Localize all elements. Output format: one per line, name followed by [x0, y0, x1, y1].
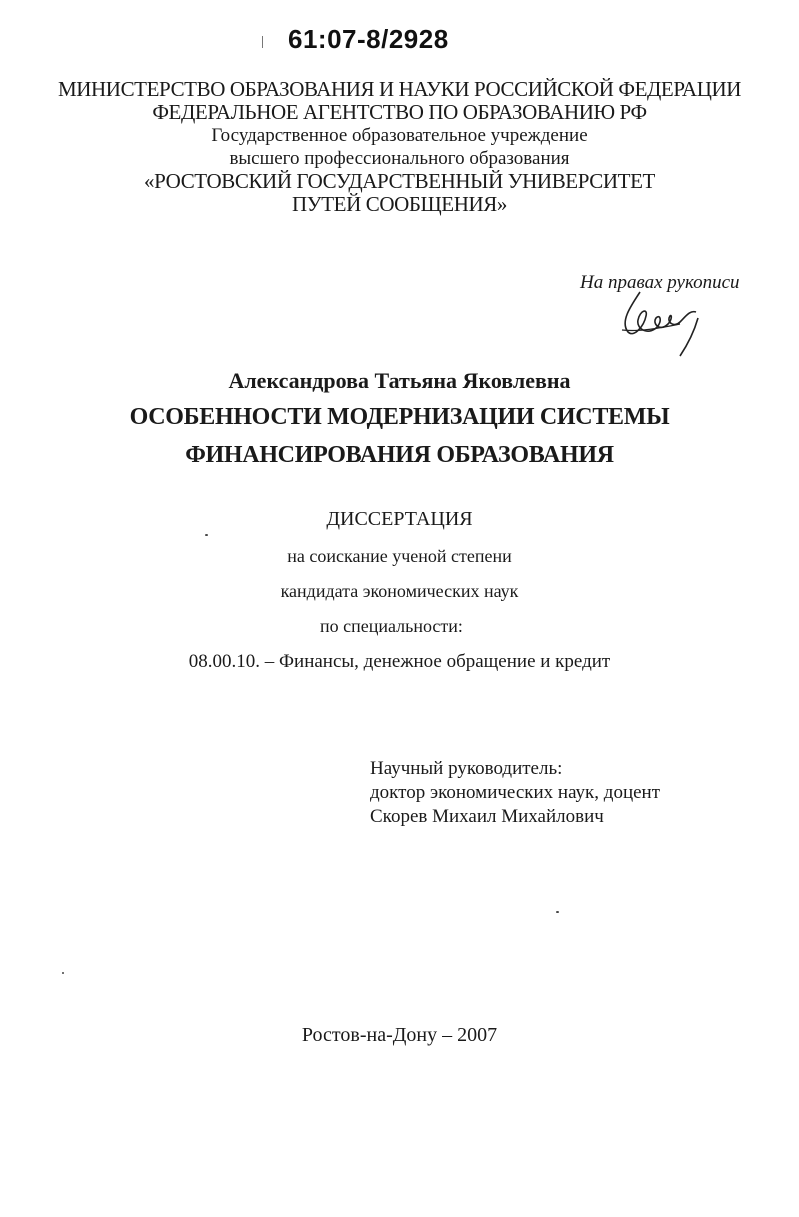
document-type: ДИССЕРТАЦИЯ	[326, 508, 473, 530]
agency-name: ФЕДЕРАЛЬНОЕ АГЕНТСТВО ПО ОБРАЗОВАНИЮ РФ	[152, 100, 647, 124]
education-level: высшего профессионального образования	[229, 148, 570, 169]
thesis-title-line2: ФИНАНСИРОВАНИЯ ОБРАЗОВАНИЯ	[185, 442, 614, 468]
archive-code: 61:07-8/2928	[288, 24, 449, 54]
scan-speck	[205, 534, 208, 536]
thesis-title-line1: ОСОБЕННОСТИ МОДЕРНИЗАЦИИ СИСТЕМЫ	[129, 404, 670, 430]
degree-line3: по специальности:	[320, 616, 463, 636]
institution-header	[0, 78, 799, 216]
degree-line1: на соискание ученой степени	[287, 546, 512, 566]
supervisor-label: Научный руководитель:	[370, 758, 563, 779]
city-year: Ростов-на-Дону – 2007	[301, 1024, 498, 1046]
institution-type: Государственное образовательное учреждение	[211, 125, 588, 146]
degree-line2: кандидата экономических наук	[280, 581, 519, 601]
ministry-name: МИНИСТЕРСТВО ОБРАЗОВАНИЯ И НАУКИ РОССИЙСКОЙ ФЕДЕРАЦИИ	[58, 77, 741, 101]
manuscript-note: На правах рукописи	[580, 272, 740, 293]
author-name: Александрова Татьяна Яковлевна	[228, 368, 571, 393]
specialty-code: 08.00.10. – Финансы, денежное обращение и кредит	[188, 651, 611, 672]
university-name-line2: ПУТЕЙ СООБЩЕНИЯ»	[292, 192, 507, 216]
university-name-line1: «РОСТОВСКИЙ ГОСУДАРСТВЕННЫЙ УНИВЕРСИТЕТ	[144, 169, 655, 193]
scan-speck	[556, 911, 559, 913]
supervisor-credentials: доктор экономических наук, доцент	[370, 782, 661, 803]
supervisor-name: Скорев Михаил Михайлович	[370, 806, 604, 827]
scan-speck	[62, 972, 64, 974]
signature-icon	[600, 282, 710, 362]
scan-tick-mark	[262, 36, 263, 48]
supervisor-block	[370, 757, 660, 829]
